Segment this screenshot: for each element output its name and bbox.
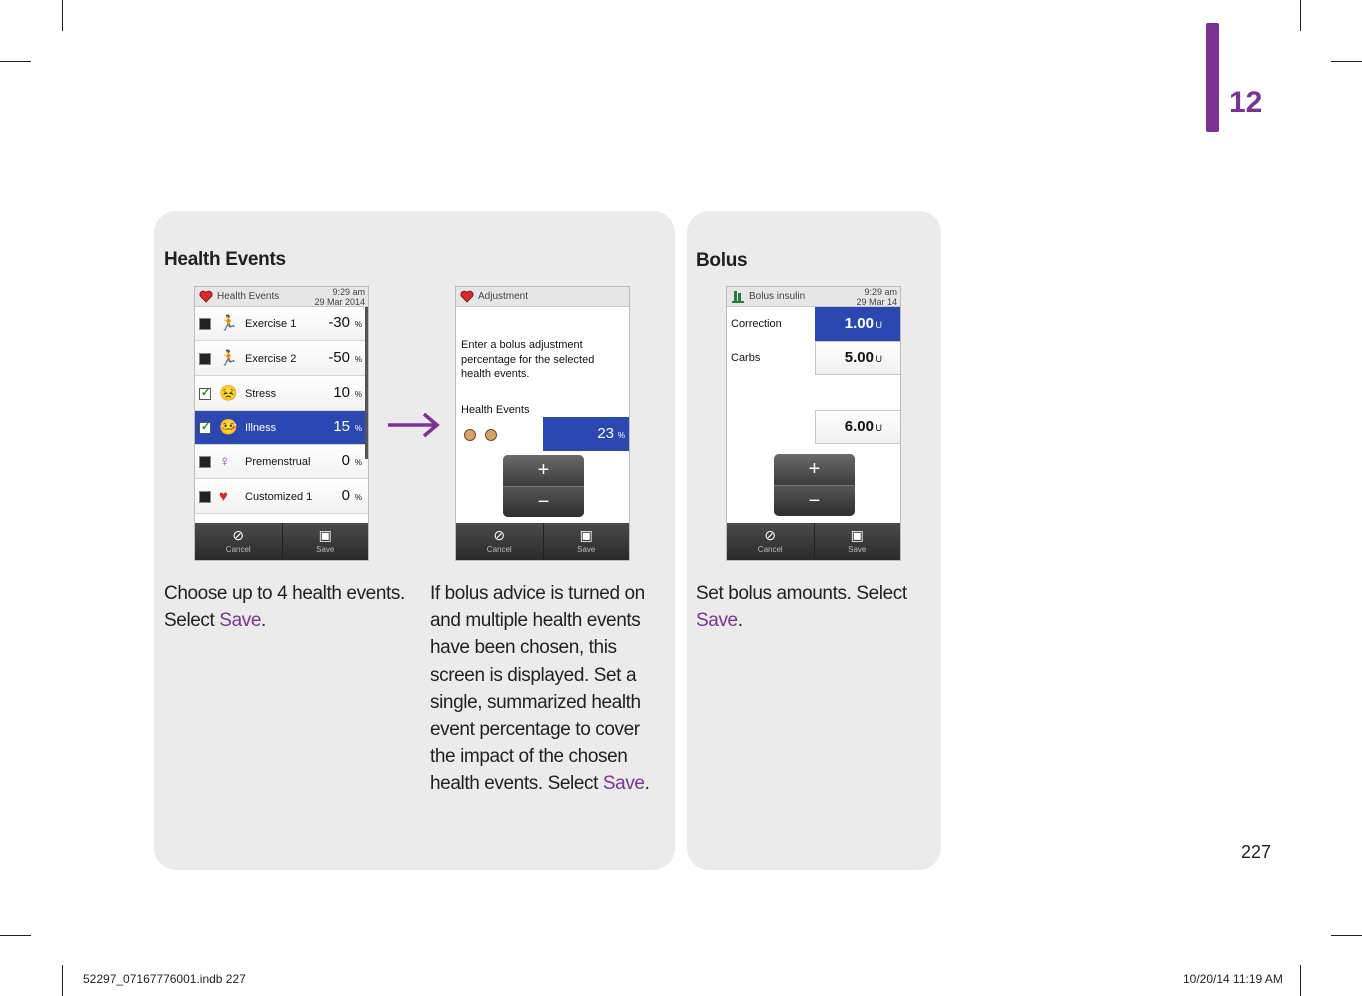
row-unit: %	[354, 355, 362, 364]
checkbox-checked[interactable]	[199, 422, 211, 434]
screen-time: 9:29 am	[332, 287, 365, 297]
insulin-pen-icon	[731, 290, 745, 303]
cancel-button[interactable]	[195, 523, 282, 560]
adjustment-screen	[455, 286, 630, 561]
sick-face-icon: 🤒	[219, 419, 238, 436]
caption-save-highlight: Save	[219, 610, 262, 632]
cancel-label: Cancel	[757, 545, 783, 554]
adjustment-subtitle: Health Events	[461, 404, 530, 416]
total-value: 6.00	[844, 418, 874, 435]
caption-text: Set bolus amounts. Select	[696, 583, 907, 604]
crop-mark	[0, 935, 31, 936]
health-event-row-customized-1[interactable]	[195, 480, 368, 514]
screen-title: Adjustment	[478, 291, 529, 302]
screen-header	[195, 287, 368, 307]
stressed-face-icon	[464, 429, 476, 441]
adjustment-caption	[430, 580, 665, 798]
checkbox[interactable]	[199, 491, 211, 503]
cancel-icon: ⊘	[764, 527, 777, 543]
save-label: Save	[848, 545, 867, 554]
cancel-button[interactable]	[456, 523, 543, 560]
checkbox[interactable]	[199, 318, 211, 330]
chapter-number: 12	[1229, 86, 1263, 119]
caption-save-highlight: Save	[696, 610, 738, 632]
crop-mark	[1331, 61, 1362, 62]
row-label: Customized 1	[245, 491, 313, 503]
heart-custom-icon: ♥	[219, 488, 228, 505]
row-value: 0	[341, 487, 350, 504]
screen-date: 29 Mar 2014	[314, 297, 365, 307]
page-number: 227	[1241, 842, 1272, 862]
save-button[interactable]	[543, 523, 630, 560]
save-button[interactable]	[282, 523, 369, 560]
save-button[interactable]	[814, 523, 901, 560]
runner-icon: 🏃	[219, 315, 238, 332]
cancel-button[interactable]	[727, 523, 814, 560]
female-symbol-icon: ♀	[219, 453, 231, 470]
row-value: 10	[333, 384, 350, 401]
row-label: Illness	[245, 422, 277, 434]
screen-footer	[456, 523, 629, 560]
carbs-value: 5.00	[844, 349, 874, 366]
health-event-row-stress[interactable]	[195, 377, 368, 411]
save-icon: ▣	[318, 527, 332, 543]
row-label: Stress	[245, 388, 277, 400]
increment-button[interactable]: +	[774, 454, 855, 485]
runner-icon: 🏃	[219, 350, 238, 367]
correction-value: 1.00	[844, 315, 874, 332]
decrement-button[interactable]: −	[503, 486, 584, 517]
caption-tail: .	[261, 610, 266, 632]
sick-face-icon	[485, 429, 497, 441]
checkbox[interactable]	[199, 456, 211, 468]
print-slug-right: 10/20/14 11:19 AM	[1183, 972, 1283, 986]
crop-mark	[62, 0, 63, 31]
row-unit: %	[354, 458, 362, 467]
adjustment-unit: %	[617, 431, 625, 440]
screen-date: 29 Mar 14	[856, 297, 897, 307]
screen-header	[727, 287, 900, 307]
screen-footer	[727, 523, 900, 560]
crop-mark	[1300, 0, 1301, 31]
cancel-icon: ⊘	[232, 527, 245, 543]
adjustment-instructions: Enter a bolus adjustment percentage for the selected health events.	[461, 339, 595, 380]
screen-header	[456, 287, 629, 307]
value-stepper	[774, 454, 855, 516]
stressed-face-icon: 😣	[219, 385, 238, 402]
bolus-caption	[696, 580, 921, 634]
save-label: Save	[316, 545, 335, 554]
correction-value-field[interactable]	[815, 307, 901, 341]
checkbox[interactable]	[199, 353, 211, 365]
cancel-label: Cancel	[486, 545, 512, 554]
caption-save-highlight: Save	[602, 773, 645, 795]
arrow-right-icon	[386, 410, 441, 440]
save-icon: ▣	[850, 527, 864, 543]
adjustment-value: 23	[597, 425, 614, 442]
row-label: Premenstrual	[245, 456, 311, 468]
health-event-row-exercise-1[interactable]	[195, 307, 368, 341]
checkbox-checked[interactable]	[199, 388, 211, 400]
adjustment-value-field[interactable]	[543, 417, 630, 451]
save-label: Save	[577, 545, 596, 554]
screen-time: 9:29 am	[864, 287, 897, 297]
screen-title: Bolus insulin	[749, 291, 806, 302]
health-event-row-premenstrual[interactable]	[195, 445, 368, 479]
cancel-label: Cancel	[225, 545, 251, 554]
health-events-screen	[194, 286, 369, 561]
health-events-panel-title: Health Events	[164, 249, 286, 270]
row-label: Exercise 2	[245, 353, 297, 365]
heart-icon	[199, 290, 213, 303]
screen-title: Health Events	[217, 291, 280, 302]
chapter-tab-bar	[1206, 23, 1219, 132]
total-value-field	[815, 410, 901, 444]
cancel-icon: ⊘	[493, 527, 506, 543]
row-value: 15	[333, 418, 350, 435]
crop-mark	[62, 965, 63, 996]
caption-tail: .	[644, 773, 650, 795]
crop-mark	[0, 61, 31, 62]
screen-datetime	[314, 287, 365, 307]
save-icon: ▣	[579, 527, 593, 543]
health-event-row-exercise-2[interactable]	[195, 342, 368, 376]
row-unit: %	[354, 424, 362, 433]
scrollbar[interactable]	[365, 307, 368, 459]
screen-datetime	[856, 287, 897, 307]
carbs-unit: U	[875, 354, 882, 364]
increment-button[interactable]: +	[503, 455, 584, 486]
carbs-label: Carbs	[731, 352, 761, 364]
screen-footer	[195, 523, 368, 560]
crop-mark	[1300, 965, 1301, 996]
crop-mark	[1331, 935, 1362, 936]
caption-text: Choose up to 4 health events. Select	[164, 583, 405, 632]
print-slug-left: 52297_07167776001.indb 227	[83, 972, 246, 986]
caption-text: If bolus advice is turned on and multiple health events have been chosen, this screen is displayed. Set a single, summarized health event percentage to cover the impact of the chosen health events. Select	[430, 583, 645, 795]
health-events-caption	[164, 580, 414, 634]
correction-label: Correction	[731, 318, 782, 330]
row-label: Exercise 1	[245, 318, 297, 330]
heart-icon	[460, 290, 474, 303]
row-unit: %	[354, 320, 362, 329]
health-event-row-illness[interactable]	[195, 411, 368, 445]
carbs-value-field[interactable]	[815, 341, 901, 375]
decrement-button[interactable]: −	[774, 485, 855, 516]
bolus-screen	[726, 286, 901, 561]
row-value: -30	[328, 314, 350, 331]
correction-unit: U	[875, 320, 882, 330]
caption-tail: .	[737, 610, 743, 632]
row-value: -50	[328, 349, 350, 366]
value-stepper	[503, 455, 584, 517]
bolus-panel-title: Bolus	[696, 250, 748, 271]
total-unit: U	[875, 423, 882, 433]
row-unit: %	[354, 390, 362, 399]
row-value: 0	[341, 452, 350, 469]
row-unit: %	[354, 493, 362, 502]
